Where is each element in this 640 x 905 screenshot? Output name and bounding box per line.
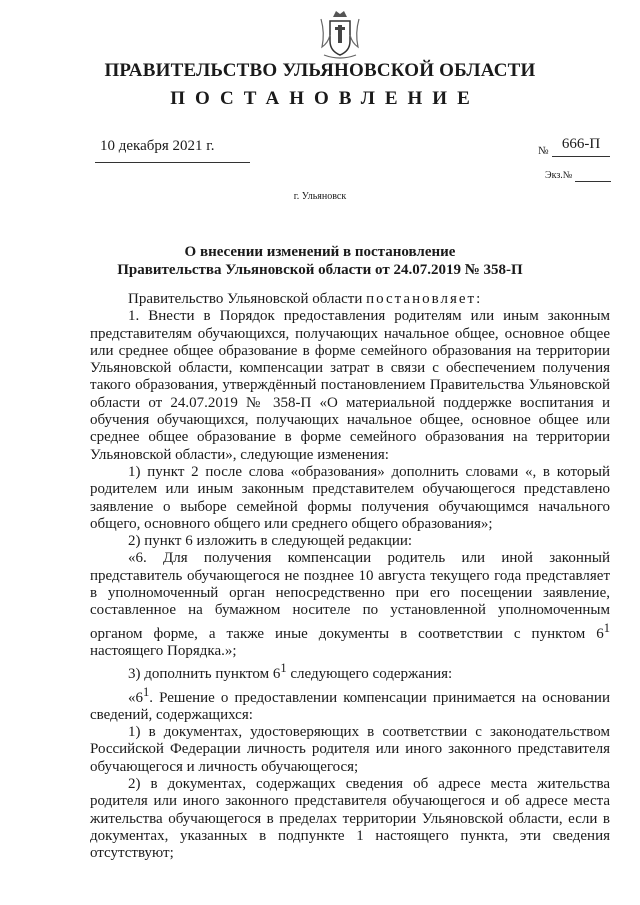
date-underline	[95, 162, 250, 163]
paragraph-6: «$6^1$. Решение о предоставлении компенсации принимается на основании сведений, содержащихся:	[90, 684, 610, 723]
document-number: 666-П	[561, 136, 601, 152]
number-sign: №	[538, 145, 549, 157]
paragraph-8: 2) в документах, содержащих сведения об адресе места жительства родителя или иного законного представителя обучающегося и об адресе места жительства обучающегося в пределах территории Ульяновской области, если в документах, указанных в подпункте 1 настоящего пункта, эти сведения отсутствуют;	[90, 776, 610, 862]
number-underline	[552, 156, 610, 157]
paragraph-1: 1. Внести в Порядок предоставления родителям или иным законным представителям обучающихся, получающих начальное общее, основное общее или среднее общее образование в форме семейного образования на территории Ульяновской области, компенсации затрат в связи с обеспечением получения такого образования, утверждённый постановлением Правительства Ульяновской области от 24.07.2019 № 358-П «О материальной поддержке воспитания и обучения обучающихся, получающих начальное общее, основное общее или среднее общее образование в форме семейного образования на территории Ульяновской области», следующие изменения:	[90, 308, 610, 463]
city: г. Ульяновск	[293, 191, 347, 202]
document-body	[90, 291, 610, 863]
paragraph-3: 2) пункт 6 изложить в следующей редакции:	[128, 533, 413, 550]
paragraph-7: 1) в документах, удостоверяющих в соответствии с законодательством Российской Федерации личность родителя или иного законного представителя обучающегося и личность обучающегося;	[90, 724, 610, 775]
preamble-verb: постановляет	[366, 291, 477, 307]
government-title: ПРАВИТЕЛЬСТВО УЛЬЯНОВСКОЙ ОБЛАСТИ	[104, 60, 536, 81]
subject-line-1: О внесении изменений в постановление	[184, 244, 456, 260]
document-date: 10 декабря 2021 г.	[100, 138, 215, 154]
paragraph-2: 1) пункт 2 после слова «образования» дополнить словами «, в который родителем или иным законным представителем обучающегося представлено заявление о выборе семейной формы получения обучающимся начального общего, основного общего или среднего общего образования»;	[90, 463, 610, 532]
subject-line-2: Правительства Ульяновской области от 24.07.2019 № 358-П	[117, 262, 523, 278]
coat-of-arms-emblem	[316, 5, 364, 61]
copy-number-underline	[575, 181, 611, 182]
copy-number-label: Экз.№	[545, 170, 573, 181]
paragraph-4: «6. Для получения компенсации родитель или иной законный представитель обучающегося не позднее 10 августа текущего года представляет в уполномоченный орган непосредственно при его посещении заявление, составленное на бумажном носителе по установленной уполномоченным органом форме, а также иные документы в соответствии с пунктом $6^1$ настоящего Порядка.»;	[90, 550, 610, 659]
paragraph-5: 3) дополнить пунктом $6^1$ следующего содержания:	[128, 661, 453, 683]
document-subject	[0, 243, 640, 279]
document-type: ПОСТАНОВЛЕНИЕ	[170, 88, 480, 109]
preamble: Правительство Ульяновской области постановляет:	[128, 291, 481, 307]
